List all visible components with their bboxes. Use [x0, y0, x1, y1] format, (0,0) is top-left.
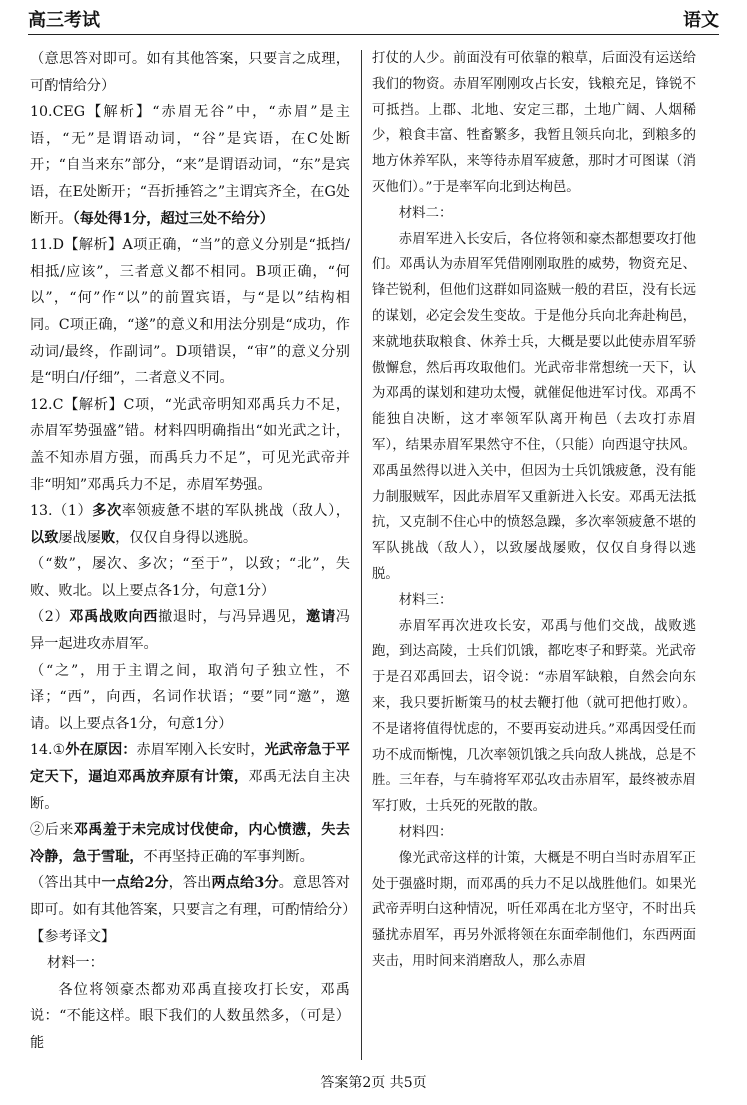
material-1-continued: 打仗的人少。前面没有可依靠的粮草，后面没有运送给我们的物资。赤眉军刚刚攻占长安，钱粮充足，锋锐不可抵挡。上郡、北地、安定三郡，土地广阔、人烟稀少，粮食丰富、牲畜繁多，我暂且领兵向北，到粮多的地方休养军队，来等待赤眉军疲惫，那时才可图谋（消灭他们）。”于是率军向北到达栒邑。 — [372, 51, 696, 195]
answer-q10 — [30, 99, 350, 232]
q13-2-key1: 邓禹战败向西 — [69, 609, 159, 626]
material-1-text: 各位将领豪杰都劝邓禹直接攻打长安，邓禹说：“不能这样。眼下我们的人数虽然多，（可是）能 — [30, 981, 350, 1051]
q13-1-note: （“数”，屡次、多次；“至于”，以致；“北”，失败、败北。以上要点各1分，句意1分） — [30, 556, 350, 599]
q14-note-5: 。意思答对即可。如有其他答案，只要言之有理，可酌情给分） — [30, 875, 357, 918]
q14-2-key: 邓禹羞于未完成讨伐使命，内心愤懑，失去冷静，急于雪耻， — [30, 822, 350, 865]
answer-q13-2 — [30, 604, 350, 657]
q14-num: 14.① — [30, 742, 66, 759]
page-footer: 答案第2页 共5页 — [320, 1075, 427, 1091]
answer-q12: 12.C【解析】C项，“光武帝明知邓禹兵力不足，赤眉军势强盛”错。材料四明确指出“如光武之计，盖不知赤眉方强，而禹兵力不足”，可见光武帝并非“明知”邓禹兵力不足，赤眉军势强。 — [30, 396, 350, 493]
right-column — [372, 46, 696, 975]
material-4-title: 材料四： — [398, 824, 453, 840]
material-4-text: 像光武帝这样的计策，大概是不明白当时赤眉军正处于强盛时期，而邓禹的兵力不足以战胜他们。如果光武帝弄明白这种情况，听任邓禹在北方坚守，不时出兵骚扰赤眉军，再另外派将领在东面牵制他们，东西两面夹击，用时间来消磨敌人，那么赤眉 — [372, 850, 696, 969]
q14-note-2: 一点给2分 — [101, 875, 169, 892]
q13-1-text3: ，仅仅自身得以逃脱。 — [115, 529, 258, 546]
answer-q14-1 — [30, 737, 350, 817]
q13-1-key3: 败 — [100, 529, 116, 546]
q13-2-key2: 邀请 — [306, 609, 336, 626]
material-2-title: 材料二： — [398, 205, 453, 221]
material-1-title: 材料一： — [47, 955, 104, 972]
q13-2-num: （2） — [30, 609, 70, 626]
q14-1-key2: 光武帝急于平定天下，逼迫邓禹放弃原有计策， — [30, 742, 350, 786]
q14-note — [30, 870, 357, 923]
q14-1-text2: 邓禹无法自主决断。 — [30, 769, 350, 812]
subject-label: 语文 — [683, 10, 719, 31]
exam-title: 高三考试 — [28, 10, 100, 31]
q13-2-text1: 撤退时，与冯异遇见， — [158, 609, 307, 626]
answer-q13-1 — [30, 498, 350, 551]
material-3-title: 材料三： — [398, 592, 453, 608]
q14-1-text1: 赤眉军刚入长安时， — [136, 742, 265, 759]
q14-note-1: （答出其中 — [30, 875, 102, 892]
q13-1-key2: 以致 — [30, 529, 59, 546]
answer-q11: 11.D【解析】A项正确，“当”的意义分别是“抵挡/相抵/应该”，三者意义都不相同。B项正确，“何以”，“何”作“以”的前置宾语，与“是以”结构相同。C项正确，“遂”的意义和用法分别是“成功，作动词/最终，作副词”。D项错误，“审”的意义分别是“明白/仔细”，二者意义不同。 — [30, 237, 350, 387]
page-header — [28, 0, 719, 35]
q13-2-text2: 冯异一起进攻赤眉军。 — [30, 609, 350, 653]
q13-1-key1: 多次 — [92, 503, 122, 520]
left-column — [30, 46, 357, 1057]
reference-translation-title: 【参考译文】 — [30, 928, 116, 945]
q10-scoring: （每处得1分，超过三处不给分） — [72, 210, 274, 227]
q14-note-4: 两点给3分 — [211, 875, 279, 892]
answer-q14-2 — [30, 817, 350, 870]
q13-1-num: 13.（1） — [30, 503, 93, 520]
q14-1-key: 外在原因： — [65, 742, 137, 759]
q13-1-text1: 率领疲惫不堪的军队挑战（敌人）， — [121, 503, 350, 520]
column-divider — [361, 50, 362, 1060]
q9-note: （意思答对即可。如有其他答案，只要言之成理，可酌情给分） — [30, 51, 350, 94]
q14-2-text: 不再坚持正确的军事判断。 — [143, 848, 314, 865]
material-3-text: 赤眉军再次进攻长安，邓禹与他们交战，战败逃跑，到达高陵，士兵们饥饿，都吃枣子和野菜。光武帝于是召邓禹回去，诏令说：“赤眉军缺粮，自然会向东来，我只要折断策马的杖去鞭打他（就可把他打败）。不是诸将值得忧虑的，不要再妄动进兵。”邓禹因受任而功不成而惭愧，几次率领饥饿之兵向敌人挑战，总是不胜。三年春，与车骑将军邓弘攻击赤眉军，最终被赤眉军打败，士兵死的死散的散。 — [372, 618, 696, 815]
q14-note-3: ，答出 — [168, 875, 212, 892]
q10-text: 10.CEG【解析】“赤眉无谷”中，“赤眉”是主语，“无”是谓语动词，“谷”是宾语，在C处断开；“自当来东”部分，“来”是谓语动词，“东”是宾语，在E处断开；“吾折捶笞之”主谓宾齐全，在G处断开。 — [30, 104, 350, 227]
material-2-text: 赤眉军进入长安后，各位将领和豪杰都想要攻打他们。邓禹认为赤眉军凭借刚刚取胜的威势，物资充足、锋芒锐利，但他们这群如同盗贼一般的君臣，没有长远的谋划，必定会发生变故。于是他分兵向北奔赴栒邑，来就地获取粮食、休养士兵，大概是要以此使赤眉军骄傲懈怠，然后再攻取他们。光武帝非常想统一天下，认为邓禹的谋划和建功太慢，就催促他进军讨伐。邓禹不能独自决断，这才率领军队离开栒邑（去攻打赤眉军），结果赤眉军果然守不住，（只能）向西退守扶风。邓禹虽然得以进入关中，但因为士兵饥饿疲惫，没有能力制服贼军，因此赤眉军又重新进入长安。邓禹无法抵抗，又克制不住心中的愤怒急躁，多次率领疲惫不堪的军队挑战（敌人），以致屡战屡败，仅仅自身得以逃脱。 — [372, 231, 696, 582]
q13-2-note: （“之”，用于主谓之间，取消句子独立性，不译；“西”，向西，名词作状语；“要”同“邀”，邀请。以上要点各1分，句意1分） — [30, 662, 350, 732]
q13-1-text2: 屡战屡 — [58, 529, 101, 546]
q14-2-prefix: ②后来 — [30, 822, 74, 839]
